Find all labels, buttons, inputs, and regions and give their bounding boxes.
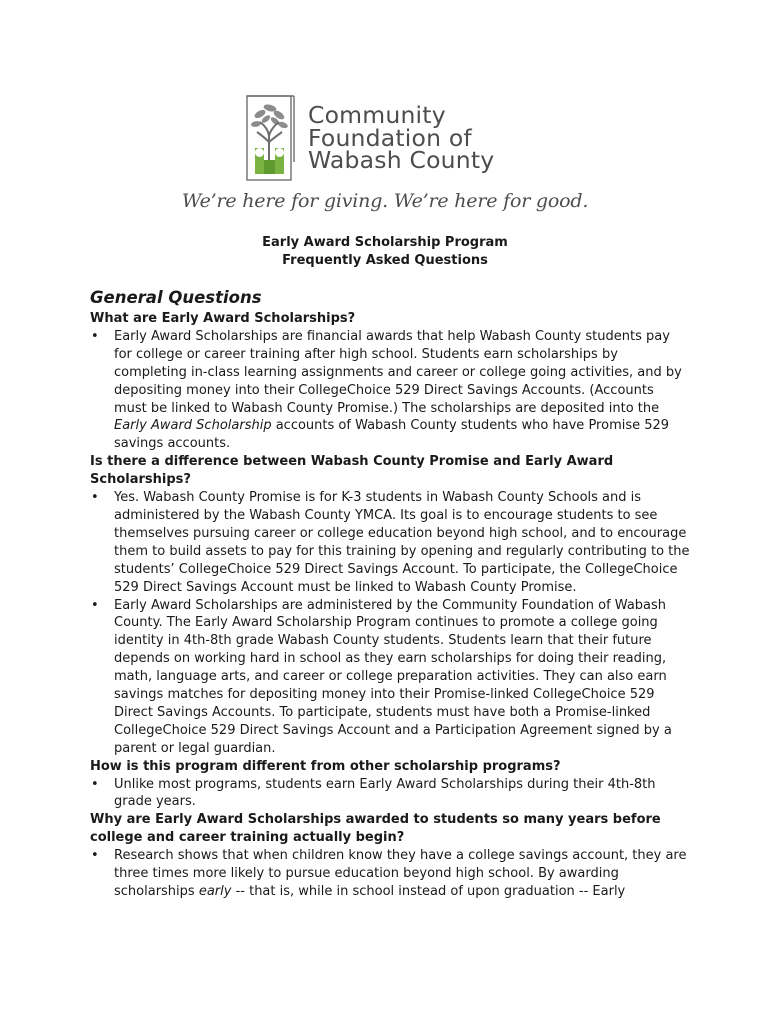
faq-answer-list-4 [90,847,690,901]
section-heading: General Questions [90,288,262,307]
faq-answer-list-1 [90,328,690,453]
faq-answer-4-1: • Research shows that when children know they have a college savings account, they are three times more likely to pursue education beyond high school. By awarding scholarships early -- that is, while in school instead of upon graduation -- Early [90,847,690,901]
title-line-1: Early Award Scholarship Program [262,235,508,250]
logo-line-3: Wabash County [308,146,495,174]
logo-wordmark [308,101,495,174]
logo-line-1: Community [308,101,446,129]
document-title [0,234,770,270]
faq-answer-1-1: • Early Award Scholarships are financial awards that help Wabash County students pay for college or career training after high school. Students earn scholarships by completing in-class learning assignments and career or college going activities, and by depositing money into their CollegeChoice 529 Direct Savings Accounts. (Accounts must be linked to Wabash County Promise.) The scholarships are deposited into the Early Award Scholarship accounts of Wabash County students who have Promise 529 savings accounts. [90,328,690,453]
faq-content [90,287,690,901]
faq-question-1: What are Early Award Scholarships? [90,311,356,326]
faq-answer-list-2 [90,489,690,758]
foundation-logo [246,92,546,187]
logo-line-2: Foundation of [308,123,472,152]
faq-answer-3-1: • Unlike most programs, students earn Early Award Scholarships during their 4th-8th grade years. [90,776,690,812]
faq-answer-2-2: • Early Award Scholarships are administered by the Community Foundation of Wabash County. The Early Award Scholarship Program continues to promote a college going identity in 4th-8th grade Wabash County students. Students learn that their future depends on working hard in school as they earn scholarships for doing their reading, math, language arts, and career or college preparation activities. They can also earn savings matches for depositing money into their Promise-linked CollegeChoice 529 Direct Savings Accounts. To participate, students must have both a Promise-linked CollegeChoice 529 Direct Savings Account and a Participation Agreement signed by a parent or legal guardian. [90,597,690,758]
logo-tagline: We’re here for giving. We’re here for good. [181,190,589,212]
faq-question-2: Is there a difference between Wabash County Promise and Early Award Scholarships? [90,454,614,488]
faq-question-3: How is this program different from other scholarship programs? [90,758,561,774]
faq-answer-list-3 [90,776,690,812]
title-line-2: Frequently Asked Questions [282,253,488,268]
faq-answer-2-1: • Yes. Wabash County Promise is for K-3 students in Wabash County Schools and is administered by the Wabash County YMCA. Its goal is to encourage students to see themselves pursuing career or college education beyond high school, and to encourage them to build assets to pay for this training by opening and regularly contributing to the students’ CollegeChoice 529 Direct Savings Account. To participate, the CollegeChoice 529 Direct Savings Account must be linked to Wabash County Promise. [90,489,690,596]
faq-question-4: Why are Early Award Scholarships awarded to students so many years before college and career training actually begin? [90,812,661,846]
tree-logo-icon [246,92,298,182]
